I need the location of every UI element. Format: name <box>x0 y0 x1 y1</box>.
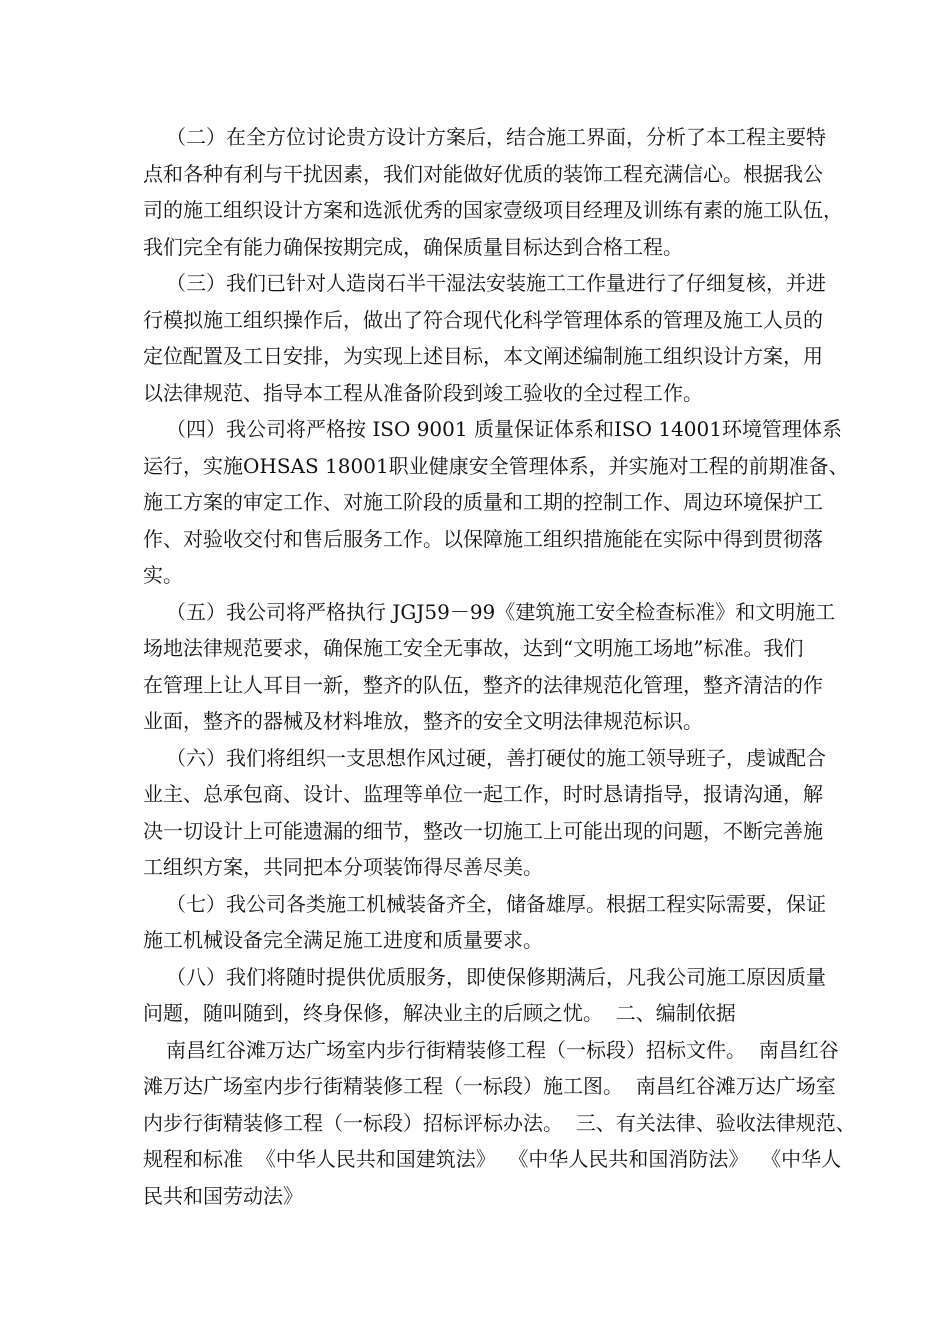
text-line: 点和各种有利与干扰因素，我们对能做好优质的装饰工程充满信心。根据我公 <box>143 162 823 186</box>
text-line: （六）我们将组织一支思想作风过硬，善打硬仗的施工领导班子，虔诚配合 <box>166 746 826 770</box>
text-line: 定位配置及工日安排，为实现上述目标，本文阐述编制施工组织设计方案，用 <box>143 344 823 368</box>
text-line: 施工机械设备完全满足施工进度和质量要求。 <box>143 928 543 952</box>
text-line: 滩万达广场室内步行街精装修工程（一标段）施工图。 南昌红谷滩万达广场室 <box>143 1074 836 1098</box>
text-line: 作、对验收交付和售后服务工作。以保障施工组织措施能在实际中得到贯彻落 <box>143 527 823 551</box>
text-line: 实。 <box>143 563 183 587</box>
text-line: 施工方案的审定工作、对施工阶段的质量和工期的控制工作、周边环境保护工 <box>143 490 823 514</box>
text-line: 以法律规范、指导本工程从准备阶段到竣工验收的全过程工作。 <box>143 381 703 405</box>
text-line: 民共和国劳动法》 <box>143 1184 303 1208</box>
text-line: 场地法律规范要求，确保施工安全无事故，达到“文明施工场地”标准。我们 <box>143 636 804 660</box>
text-line: （五）我公司将严格执行 JGJ59－99《建筑施工安全检查标准》和文明施工 <box>166 600 836 624</box>
text-line: （三）我们已针对人造岗石半干湿法安装施工工作量进行了仔细复核，并进 <box>166 271 826 295</box>
text-line: 南昌红谷滩万达广场室内步行街精装修工程（一标段）招标文件。 南昌红谷 <box>166 1038 839 1062</box>
text-line: 内步行街精装修工程（一标段）招标评标办法。 三、有关法律、验收法律规范、 <box>143 1111 856 1135</box>
text-line: （二）在全方位讨论贵方设计方案后，结合施工界面，分析了本工程主要特 <box>166 125 826 149</box>
text-line: 问题，随叫随到，终身保修，解决业主的后顾之忧。 二、编制依据 <box>143 1001 736 1025</box>
text-line: 规程和标准 《中华人民共和国建筑法》 《中华人民共和国消防法》 《中华人 <box>143 1147 842 1171</box>
text-line: 司的施工组织设计方案和选派优秀的国家壹级项目经理及训练有素的施工队伍， <box>143 198 843 222</box>
text-line: （七）我公司各类施工机械装备齐全，储备雄厚。根据工程实际需要，保证 <box>166 892 826 916</box>
text-line: 业面，整齐的器械及材料堆放，整齐的安全文明法律规范标识。 <box>143 709 703 733</box>
text-line: 决一切设计上可能遗漏的细节，整改一切施工上可能出现的问题，不断完善施 <box>143 819 823 843</box>
text-line: 我们完全有能力确保按期完成，确保质量目标达到合格工程。 <box>143 235 683 259</box>
text-line: 运行，实施OHSAS 18001职业健康安全管理体系，并实施对工程的前期准备、 <box>143 454 849 478</box>
text-line: 在管理上让人耳目一新，整齐的队伍，整齐的法律规范化管理，整齐清洁的作 <box>143 673 823 697</box>
text-line: （八）我们将随时提供优质服务，即使保修期满后，凡我公司施工原因质量 <box>166 965 826 989</box>
text-line: （四）我公司将严格按 ISO 9001 质量保证体系和ISO 14001环境管理体系 <box>166 417 842 441</box>
text-line: 行模拟施工组织操作后，做出了符合现代化科学管理体系的管理及施工人员的 <box>143 308 823 332</box>
text-line: 业主、总承包商、设计、监理等单位一起工作，时时恳请指导，报请沟通，解 <box>143 782 823 806</box>
text-line: 工组织方案，共同把本分项装饰得尽善尽美。 <box>143 855 543 879</box>
